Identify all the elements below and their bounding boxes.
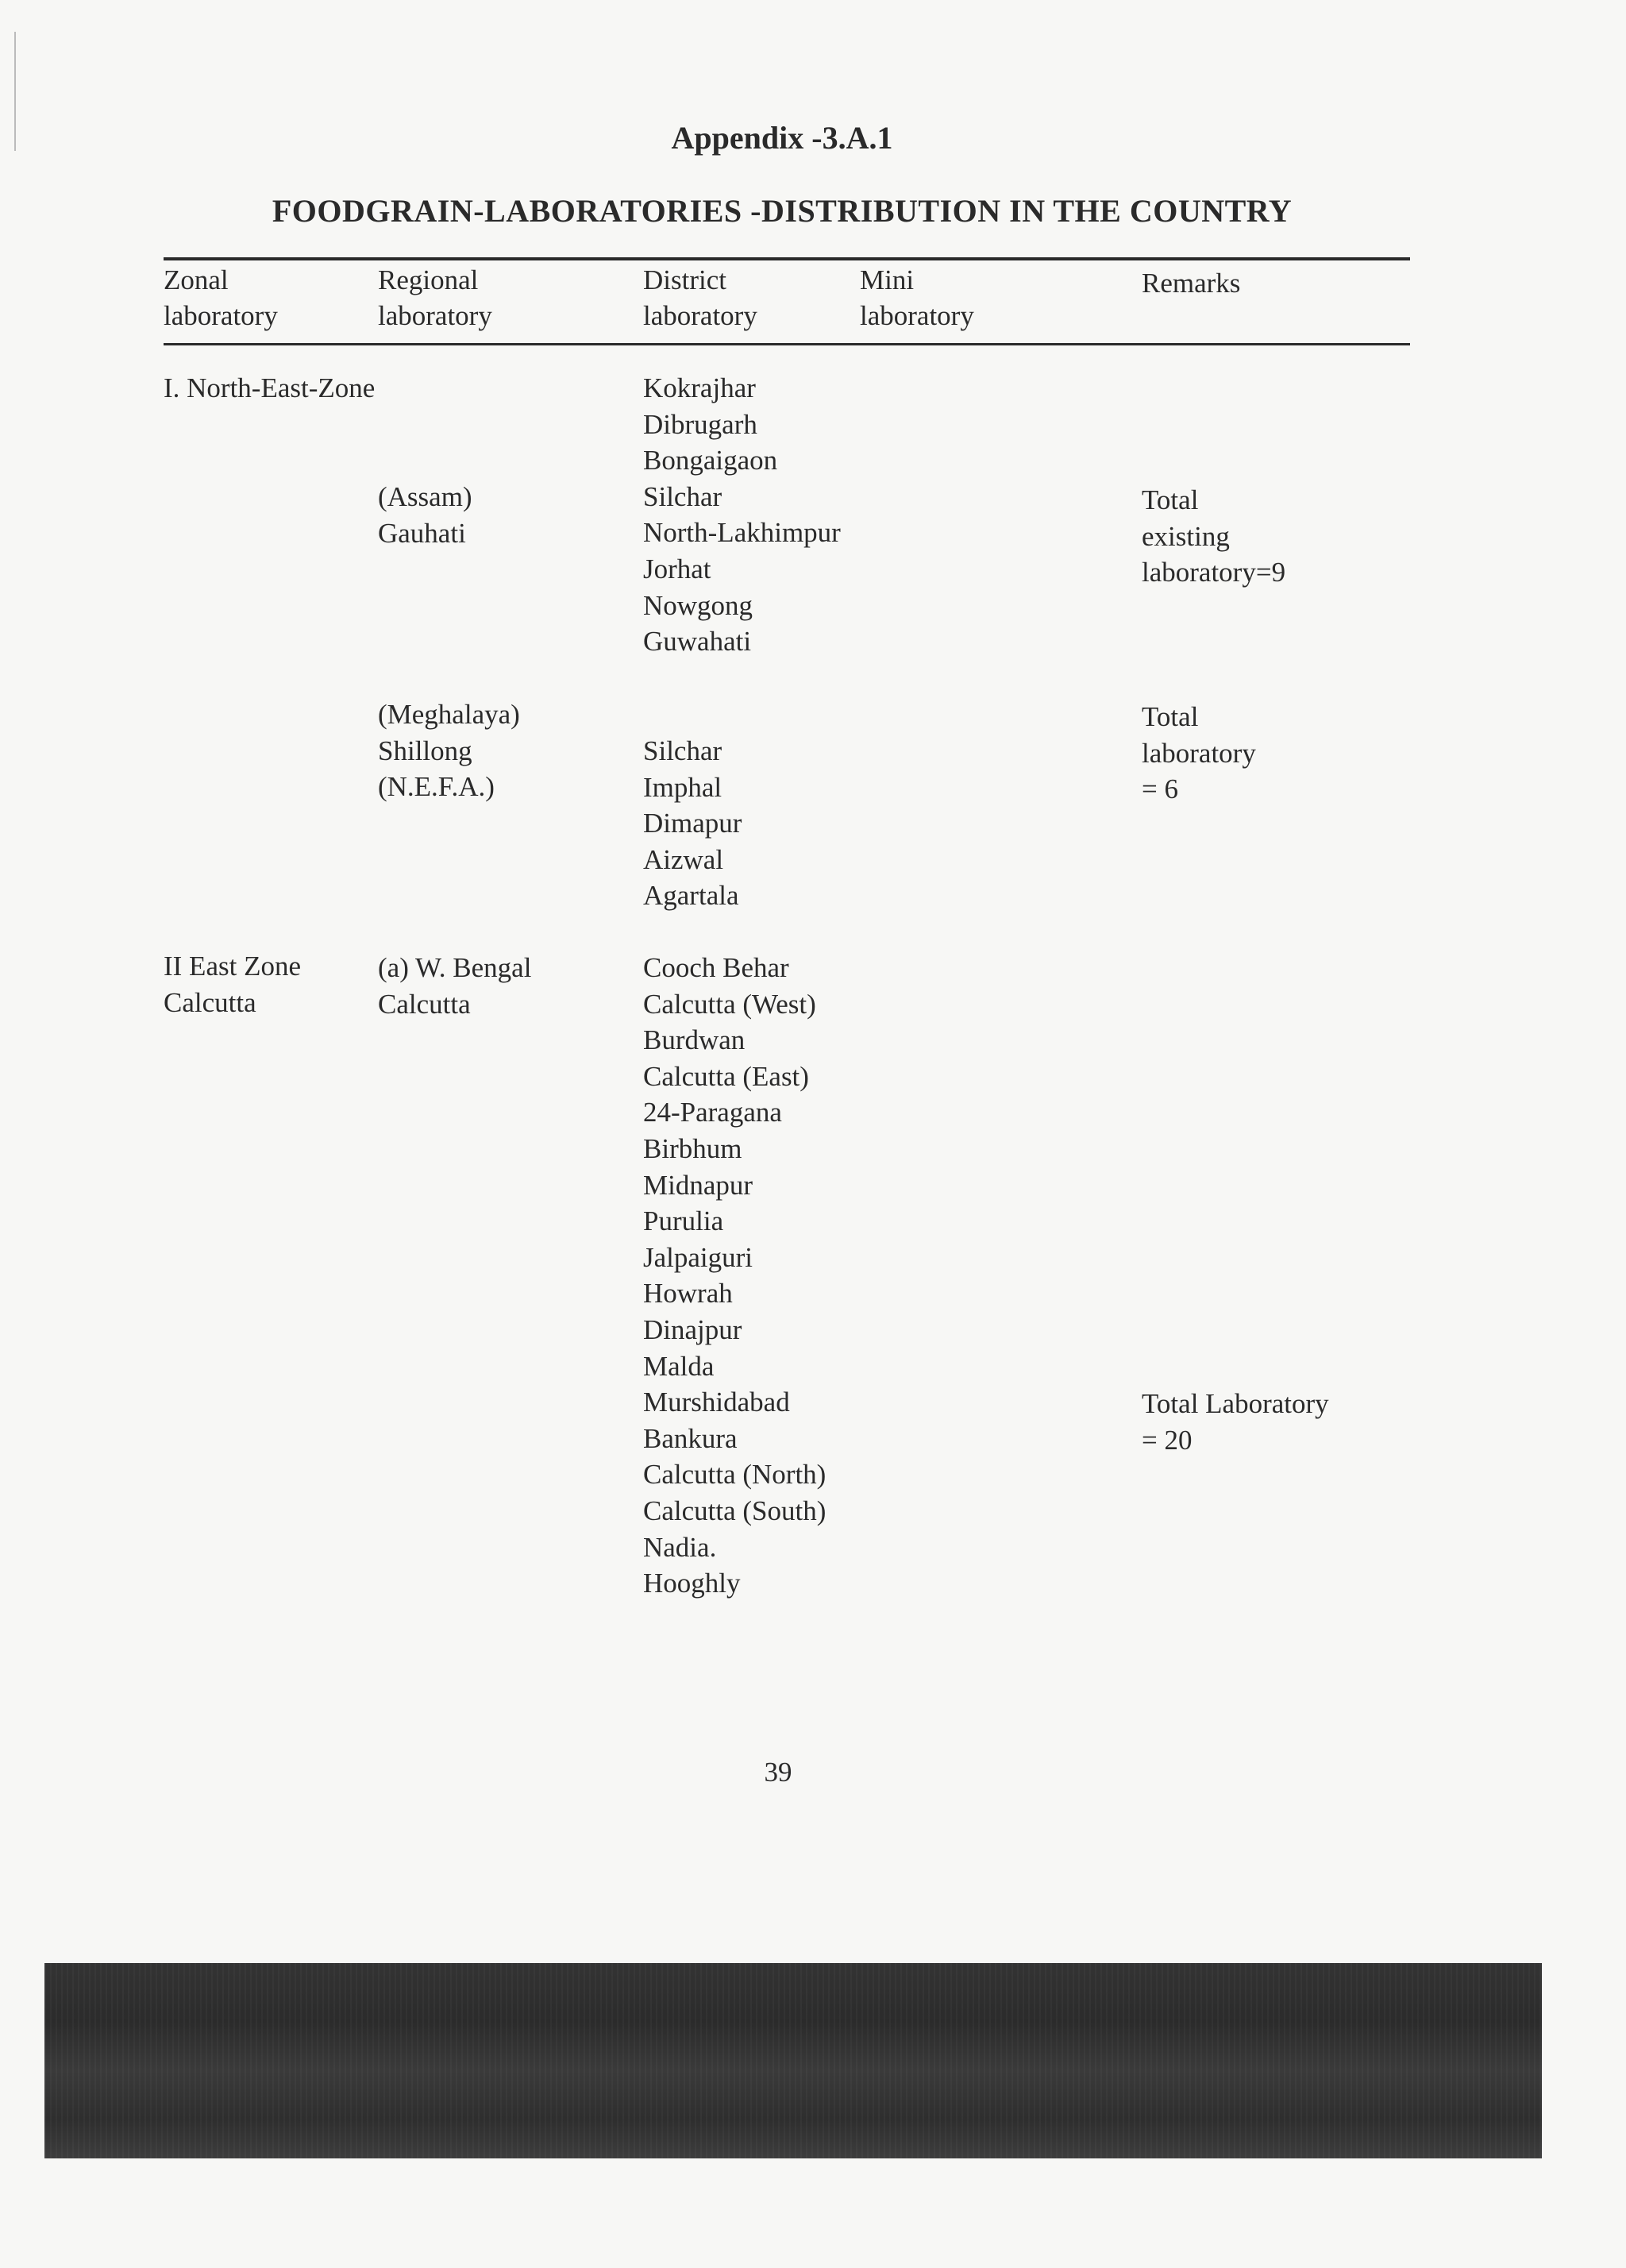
list-item: Guwahati bbox=[643, 626, 752, 658]
list-item: 24-Paragana bbox=[643, 1097, 782, 1128]
list-item: Calcutta (North) bbox=[643, 1459, 826, 1491]
appendix-label: Appendix -3.A.1 bbox=[671, 120, 893, 156]
scan-artifact-bar bbox=[44, 1963, 1542, 2158]
list-item: Calcutta (East) bbox=[643, 1060, 809, 1092]
header-top-rule bbox=[164, 257, 1410, 260]
remarks-meghalaya: Total laboratory = 6 bbox=[1142, 701, 1256, 805]
page-number: 39 bbox=[764, 1757, 792, 1788]
list-item: Jorhat bbox=[643, 553, 711, 584]
header-bottom-rule bbox=[164, 343, 1410, 345]
list-item: Dinajpur bbox=[643, 1313, 742, 1345]
header-mini: Mini laboratory bbox=[860, 264, 974, 331]
list-item: Hooghly bbox=[643, 1568, 741, 1599]
list-item: Agartala bbox=[643, 880, 739, 912]
list-item: Malda bbox=[643, 1350, 715, 1382]
list-item: Dibrugarh bbox=[643, 408, 757, 440]
list-item: Imphal bbox=[643, 771, 722, 803]
header-remarks: Remarks bbox=[1142, 268, 1241, 299]
list-item: Birbhum bbox=[643, 1132, 742, 1164]
remarks-assam: Total existing laboratory=9 bbox=[1142, 484, 1286, 588]
region-assam: (Assam) Gauhati bbox=[378, 481, 472, 549]
header-district: District laboratory bbox=[643, 264, 757, 331]
district-list-meghalaya bbox=[643, 733, 742, 914]
region-west-bengal: (a) W. Bengal Calcutta bbox=[378, 952, 532, 1020]
list-item: Silchar bbox=[643, 735, 722, 766]
list-item: Midnapur bbox=[643, 1169, 753, 1201]
zone-east: II East Zone Calcutta bbox=[164, 951, 301, 1018]
list-item: North-Lakhimpur bbox=[643, 517, 841, 549]
region-meghalaya: (Meghalaya) Shillong (N.E.F.A.) bbox=[378, 699, 520, 803]
district-list-west-bengal bbox=[643, 950, 826, 1602]
list-item: Burdwan bbox=[643, 1024, 746, 1056]
list-item: Bongaigaon bbox=[643, 445, 778, 476]
list-item: Dimapur bbox=[643, 808, 742, 839]
list-item: Purulia bbox=[643, 1205, 724, 1237]
district-list-assam bbox=[643, 370, 841, 660]
zone-north-east: I. North-East-Zone bbox=[164, 372, 376, 403]
list-item: Bankura bbox=[643, 1422, 738, 1454]
list-item: Calcutta (South) bbox=[643, 1495, 826, 1526]
list-item: Nadia. bbox=[643, 1531, 717, 1563]
page-title: FOODGRAIN-LABORATORIES -DISTRIBUTION IN THE COUNTRY bbox=[272, 193, 1293, 229]
list-item: Aizwal bbox=[643, 843, 724, 875]
list-item: Silchar bbox=[643, 480, 722, 512]
list-item: Kokrajhar bbox=[643, 372, 756, 403]
list-item: Jalpaiguri bbox=[643, 1241, 753, 1273]
list-item: Cooch Behar bbox=[643, 952, 789, 983]
list-item: Calcutta (West) bbox=[643, 988, 816, 1020]
header-regional: Regional laboratory bbox=[378, 264, 492, 331]
list-item: Murshidabad bbox=[643, 1387, 790, 1418]
header-zonal: Zonal laboratory bbox=[164, 264, 278, 331]
list-item: Howrah bbox=[643, 1278, 733, 1310]
list-item: Nowgong bbox=[643, 589, 753, 621]
remarks-west-bengal: Total Laboratory = 20 bbox=[1142, 1388, 1329, 1456]
